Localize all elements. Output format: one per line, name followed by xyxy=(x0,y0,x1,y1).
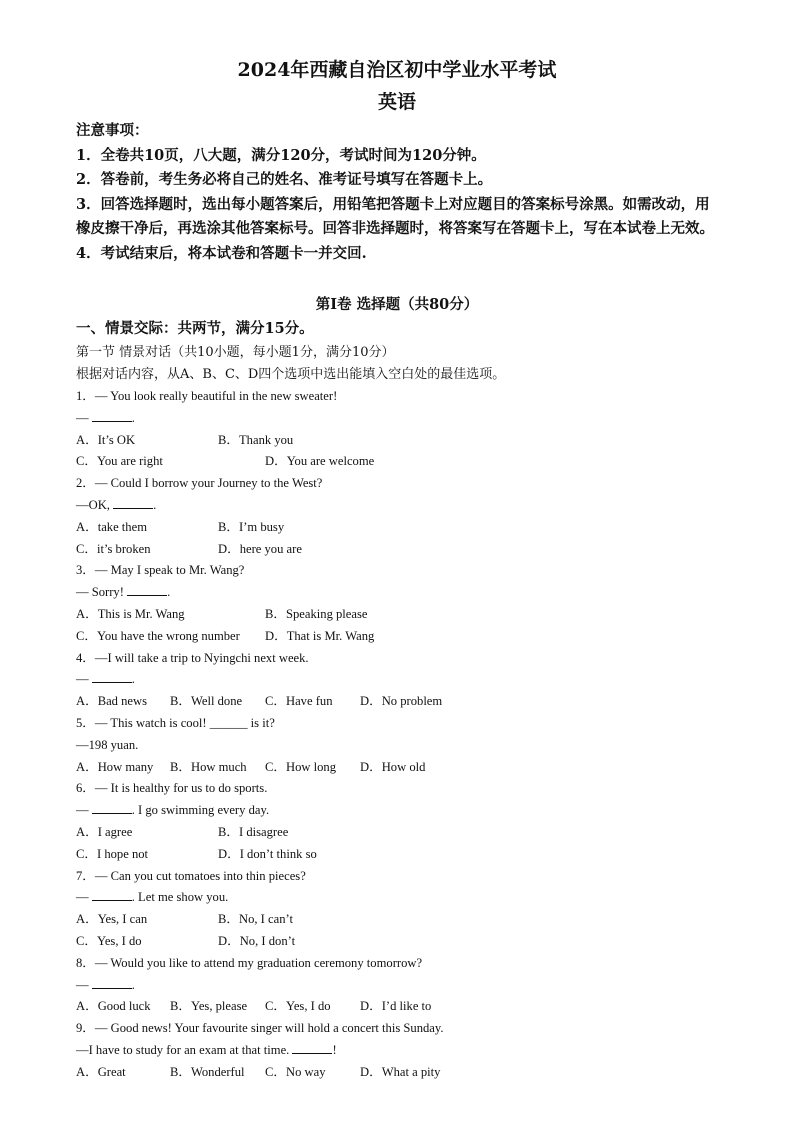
option-row xyxy=(76,822,736,844)
answer-blank xyxy=(92,887,132,901)
reply-text: — xyxy=(76,977,92,992)
question-reply xyxy=(76,495,736,517)
answer-option: C．Have fun xyxy=(265,694,333,709)
answer-option: D．You are welcome xyxy=(265,454,375,469)
answer-option: D．No problem xyxy=(360,694,443,709)
answer-option: A．Yes, I can xyxy=(76,912,148,927)
note-item: 1．全卷共10页，八大题，满分120分，考试时间为120分钟。 xyxy=(76,146,486,164)
answer-option: B．Yes, please xyxy=(170,999,248,1014)
reply-text: —I have to study for an exam at that time. xyxy=(76,1042,293,1057)
reply-text: . xyxy=(131,977,135,992)
question-prompt: 8．— Would you like to attend my graduation ceremony tomorrow? xyxy=(76,955,423,970)
answer-option: A．I agree xyxy=(76,824,133,839)
answer-option: A．Good luck xyxy=(76,999,151,1014)
reply-text: ! xyxy=(332,1042,337,1057)
question-reply xyxy=(76,975,736,997)
answer-option: A．It’s OK xyxy=(76,432,136,447)
notes-block xyxy=(76,119,720,267)
answer-option: A．take them xyxy=(76,519,147,534)
instruction-text: 根据对话内容，从A、B、C、D四个选项中选出能填入空白处的最佳选项。 xyxy=(76,367,506,382)
reply-text: — xyxy=(76,890,92,905)
question-prompt: 7．— Can you cut tomatoes into thin pieces? xyxy=(76,868,306,883)
answer-option: B．No, I can’t xyxy=(218,912,293,927)
answer-option: D．No, I don’t xyxy=(218,933,296,948)
note-item: 2．答卷前，考生务必将自己的姓名、准考证号填写在答题卡上。 xyxy=(76,171,493,189)
option-row xyxy=(76,996,736,1018)
part-heading: 一、情景交际：共两节，满分15分。 xyxy=(76,320,314,337)
option-row xyxy=(76,451,736,473)
question-reply xyxy=(76,669,736,691)
reply-text: — xyxy=(76,803,92,818)
answer-blank xyxy=(127,582,167,596)
option-row xyxy=(76,1062,736,1084)
reply-text: . xyxy=(131,410,135,425)
question-reply xyxy=(76,887,736,909)
answer-option: B．Speaking please xyxy=(265,606,368,621)
question-reply xyxy=(76,735,736,757)
question-reply xyxy=(76,582,736,604)
reply-text: — xyxy=(76,672,92,687)
answer-option: A．This is Mr. Wang xyxy=(76,606,185,621)
option-row xyxy=(76,517,736,539)
question-reply xyxy=(76,1040,736,1062)
question-prompt: 5．— This watch is cool! ______ is it? xyxy=(76,715,275,730)
answer-option: C．You are right xyxy=(76,454,163,469)
answer-option: D．I don’t think so xyxy=(218,846,317,861)
option-row xyxy=(76,539,736,561)
note-item: 3．回答选择题时，选出每小题答案后，用铅笔把答题卡上对应题目的答案标号涂黑。如需改动，用橡皮擦干净后，再选涂其他答案标号。回答非选择题时，将答案写在答题卡上，写在本试卷上无效。 xyxy=(76,195,714,238)
answer-option: C．it’s broken xyxy=(76,541,151,556)
question-prompt: 4．—I will take a trip to Nyingchi next week. xyxy=(76,650,309,665)
exam-subject: 英语 xyxy=(377,91,416,113)
answer-option: D．That is Mr. Wang xyxy=(265,628,375,643)
answer-option: B．How much xyxy=(170,759,247,774)
question-prompt: 9．— Good news! Your favourite singer will hold a concert this Sunday. xyxy=(76,1021,444,1036)
reply-text: —198 yuan. xyxy=(76,737,139,752)
option-row xyxy=(76,844,736,866)
option-row xyxy=(76,931,736,953)
section-heading: 第Ⅰ卷 选择题（共80分） xyxy=(315,296,479,313)
answer-option: A．Bad news xyxy=(76,694,148,709)
option-row xyxy=(76,430,736,452)
question-prompt: 1．— You look really beautiful in the new sweater! xyxy=(76,389,338,403)
option-row xyxy=(76,604,736,626)
answer-option: D．here you are xyxy=(218,541,302,556)
answer-blank xyxy=(92,975,132,989)
option-row xyxy=(76,691,736,713)
question-reply xyxy=(76,408,736,430)
answer-option: A．Great xyxy=(76,1064,126,1079)
reply-text: . I go swimming every day. xyxy=(131,803,270,818)
question-prompt: 6．— It is healthy for us to do sports. xyxy=(76,781,268,796)
answer-option: B．I’m busy xyxy=(218,519,285,534)
question-list xyxy=(76,386,736,1084)
answer-option: C．No way xyxy=(265,1064,326,1079)
option-row xyxy=(76,909,736,931)
answer-blank xyxy=(92,800,132,814)
notes-heading: 注意事项： xyxy=(76,122,149,139)
answer-blank xyxy=(92,669,132,683)
question-prompt: 3．— May I speak to Mr. Wang? xyxy=(76,563,245,578)
option-row xyxy=(76,757,736,779)
subpart-heading: 第一节 情景对话（共10小题，每小题1分，满分10分） xyxy=(76,345,395,360)
answer-option: B．Wonderful xyxy=(170,1064,245,1079)
question-prompt: 2．— Could I borrow your Journey to the West? xyxy=(76,476,323,491)
reply-text: —OK, xyxy=(76,497,114,512)
answer-blank xyxy=(292,1040,332,1054)
answer-option: D．I’d like to xyxy=(360,999,432,1014)
option-row xyxy=(76,626,736,648)
question-reply xyxy=(76,800,736,822)
note-item: 4．考试结束后，将本试卷和答题卡一并交回. xyxy=(76,244,367,262)
answer-option: C．I hope not xyxy=(76,846,149,861)
reply-text: . xyxy=(131,672,135,687)
reply-text: . xyxy=(167,585,171,600)
answer-option: B．I disagree xyxy=(218,824,289,839)
exam-title: 2024年西藏自治区初中学业水平考试 xyxy=(237,59,557,81)
answer-option: C．How long xyxy=(265,759,337,774)
answer-blank xyxy=(113,495,153,509)
answer-option: C．Yes, I do xyxy=(265,999,331,1014)
answer-blank xyxy=(92,408,132,422)
reply-text: . Let me show you. xyxy=(131,890,229,905)
answer-option: C．You have the wrong number xyxy=(76,628,240,643)
answer-option: A．How many xyxy=(76,759,154,774)
answer-option: B．Thank you xyxy=(218,432,294,447)
answer-option: D．How old xyxy=(360,759,426,774)
reply-text: — Sorry! xyxy=(76,585,128,600)
answer-option: B．Well done xyxy=(170,694,243,709)
answer-option: C．Yes, I do xyxy=(76,933,142,948)
reply-text: . xyxy=(153,497,157,512)
answer-option: D．What a pity xyxy=(360,1064,441,1079)
reply-text: — xyxy=(76,410,92,425)
